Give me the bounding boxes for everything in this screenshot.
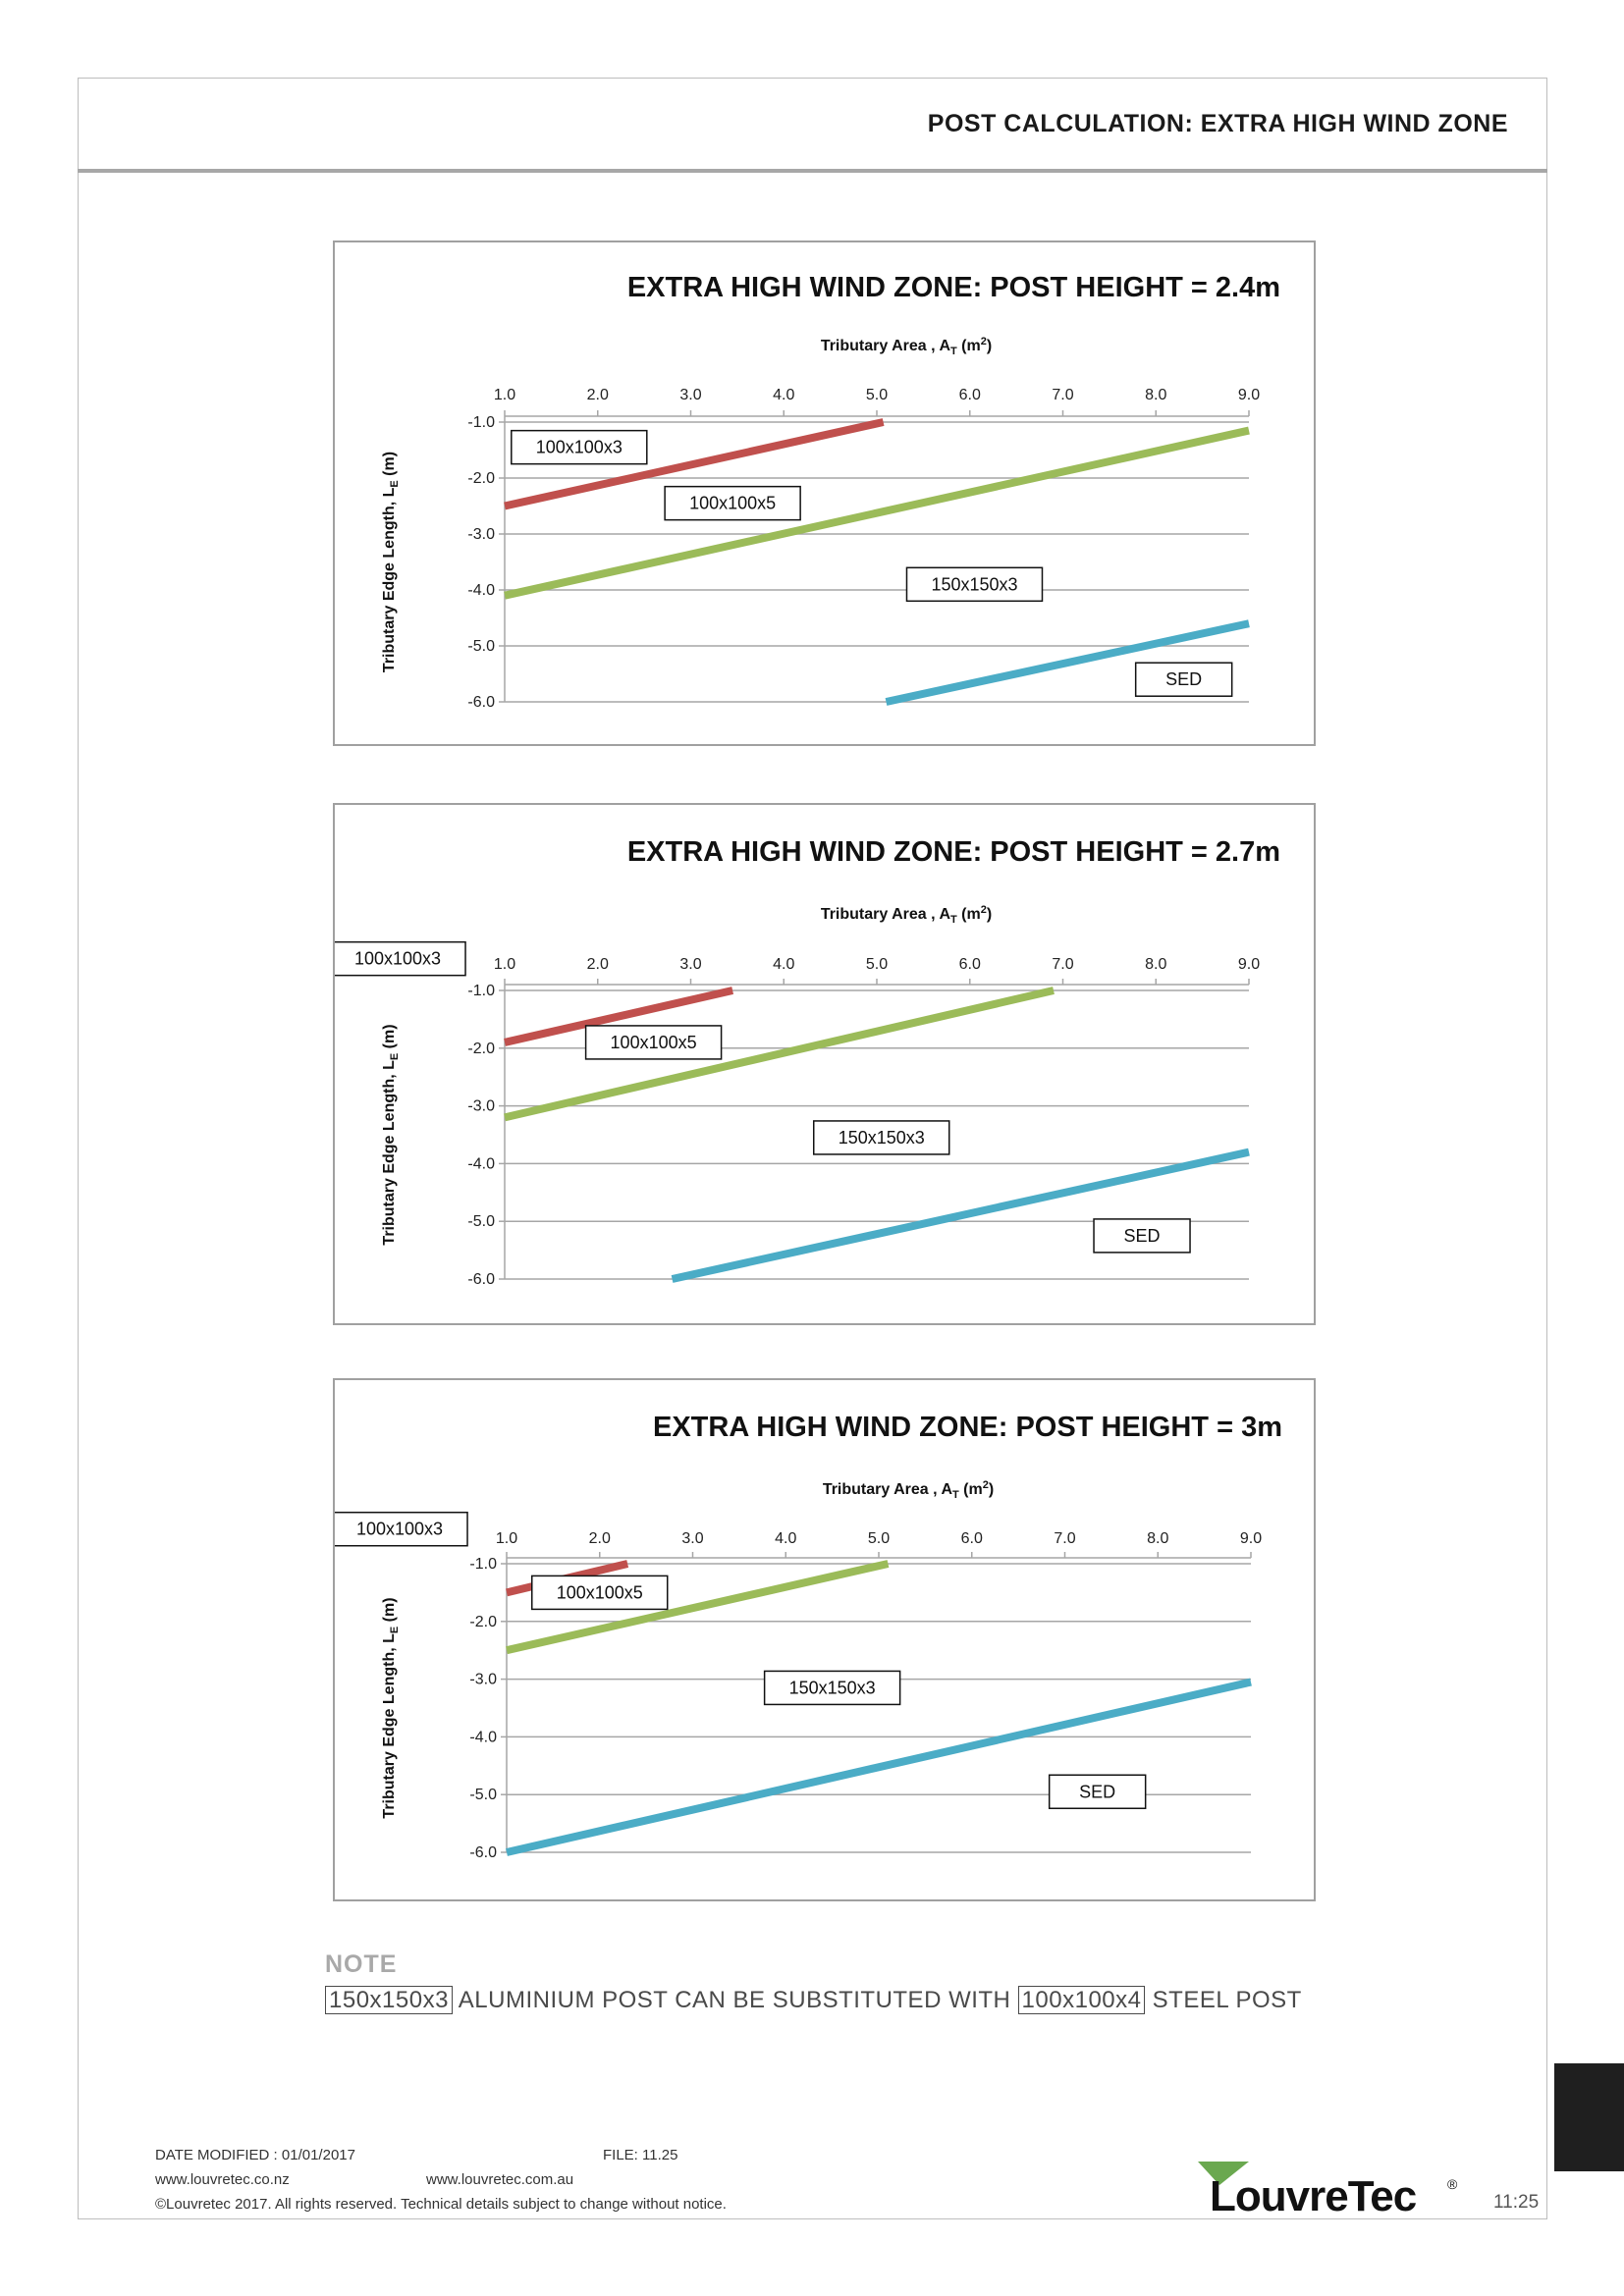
x-tick-label: 8.0 — [1147, 1530, 1169, 1547]
x-tick-label: 5.0 — [865, 387, 889, 403]
y-tick-label: -2.0 — [469, 1613, 497, 1630]
y-tick-label: -1.0 — [469, 1556, 497, 1573]
x-tick-label: 4.0 — [775, 1530, 797, 1547]
x-tick-label: 2.0 — [588, 1530, 611, 1547]
y-tick-label: -1.0 — [467, 983, 495, 999]
chart-post-height-3 — [333, 1378, 1316, 1901]
y-tick-label: -2.0 — [467, 1040, 495, 1057]
x-tick-label: 4.0 — [773, 387, 795, 403]
y-tick-label: -1.0 — [467, 414, 495, 431]
y-tick-label: -3.0 — [469, 1671, 497, 1688]
x-tick-label: 7.0 — [1052, 956, 1074, 973]
y-tick-label: -5.0 — [467, 1213, 495, 1231]
x-tick-label: 3.0 — [679, 387, 702, 403]
x-tick-label: 8.0 — [1145, 956, 1167, 973]
y-tick-label: -5.0 — [469, 1787, 497, 1804]
annotation-label: SED — [1165, 669, 1203, 690]
footer-copyright: ©Louvretec 2017. All rights reserved. Technical details subject to change without notice. — [155, 2196, 727, 2213]
x-axis-label-sub: T — [950, 346, 957, 357]
y-axis-label-unit: (m) — [381, 1597, 398, 1627]
y-axis-label-unit: (m) — [381, 1024, 398, 1053]
annotation-label: 150x150x3 — [931, 574, 1018, 595]
y-tick-label: -5.0 — [467, 638, 495, 655]
y-axis-label — [381, 452, 401, 672]
x-axis-label-sub: T — [950, 914, 957, 926]
annotation-label: 100x100x3 — [535, 437, 623, 457]
x-tick-label: 5.0 — [867, 1530, 891, 1547]
x-axis-label-end: ) — [986, 906, 993, 923]
x-tick-label: 9.0 — [1237, 956, 1261, 973]
x-tick-label: 8.0 — [1145, 387, 1167, 403]
x-axis-label-sup: 2 — [980, 904, 987, 916]
annotation-label: 100x100x5 — [556, 1582, 643, 1603]
y-axis-label-main: Tributary Edge Length, L — [381, 1060, 398, 1246]
y-axis-label — [381, 1024, 401, 1245]
y-axis-label-sub: E — [389, 1052, 401, 1061]
y-tick-label: -6.0 — [467, 694, 495, 711]
note-box-steel: 100x100x4 — [1018, 1986, 1146, 2014]
annotation-label: 100x100x3 — [353, 948, 442, 969]
x-tick-label: 7.0 — [1054, 1530, 1076, 1547]
note-text — [325, 1987, 1302, 2014]
footer-url-nz[interactable]: www.louvretec.co.nz — [155, 2171, 290, 2188]
x-tick-label: 2.0 — [586, 387, 609, 403]
y-axis-label-main: Tributary Edge Length, L — [381, 487, 398, 673]
x-tick-label: 7.0 — [1052, 387, 1074, 403]
x-axis-label-unit: (m — [958, 1481, 983, 1498]
x-tick-label: 1.0 — [493, 387, 516, 403]
x-tick-label: 3.0 — [679, 956, 702, 973]
x-axis-label-main: Tributary Area , A — [822, 1481, 952, 1498]
y-tick-label: -4.0 — [467, 582, 495, 599]
note-heading: NOTE — [325, 1950, 398, 1978]
x-axis-label-unit: (m — [956, 338, 981, 354]
chart-title: EXTRA HIGH WIND ZONE: POST HEIGHT = 2.4m — [626, 272, 1280, 303]
chart-svg — [335, 242, 1314, 744]
x-tick-label: 2.0 — [586, 956, 609, 973]
footer-date: DATE MODIFIED : 01/01/2017 — [155, 2147, 355, 2163]
note-text-end: STEEL POST — [1145, 1987, 1302, 2013]
y-tick-label: -4.0 — [467, 1155, 495, 1173]
x-axis-label — [821, 336, 992, 357]
x-tick-label: 1.0 — [495, 1530, 518, 1547]
note-text-middle: ALUMINIUM POST CAN BE SUBSTITUTED WITH — [452, 1987, 1018, 2013]
annotation-label: SED — [1123, 1225, 1161, 1246]
chart-title: EXTRA HIGH WIND ZONE: POST HEIGHT = 3m — [652, 1412, 1282, 1443]
y-axis-label-unit: (m) — [381, 451, 398, 481]
y-tick-label: -6.0 — [469, 1844, 497, 1861]
x-tick-label: 1.0 — [493, 956, 516, 973]
x-tick-label: 4.0 — [773, 956, 795, 973]
x-axis-label — [821, 904, 992, 926]
x-tick-label: 9.0 — [1237, 387, 1261, 403]
x-axis-label-end: ) — [988, 1481, 995, 1498]
section-tab — [1554, 2063, 1624, 2171]
annotation-label: 100x100x5 — [689, 493, 777, 513]
x-tick-label: 6.0 — [958, 956, 981, 973]
page-title: POST CALCULATION: EXTRA HIGH WIND ZONE — [927, 110, 1508, 137]
footer-url-au[interactable]: www.louvretec.com.au — [426, 2171, 574, 2188]
logo-registered-mark: ® — [1447, 2176, 1458, 2192]
annotation-label: 150x150x3 — [788, 1678, 876, 1698]
chart-post-height-2-7 — [333, 803, 1316, 1325]
y-tick-label: -3.0 — [467, 526, 495, 543]
chart-post-height-2-4 — [333, 240, 1316, 746]
header-divider — [78, 169, 1547, 173]
x-axis-label-sub: T — [952, 1489, 959, 1501]
x-tick-label: 6.0 — [958, 387, 981, 403]
y-axis-label-sub: E — [389, 480, 401, 488]
y-tick-label: -4.0 — [469, 1729, 497, 1746]
x-axis-label-main: Tributary Area , A — [820, 338, 950, 354]
logo-wordmark: LouvreTec — [1210, 2172, 1417, 2218]
annotation-label: 100x100x5 — [610, 1032, 697, 1052]
y-axis-label — [381, 1597, 401, 1818]
chart-svg — [335, 1380, 1314, 1899]
annotation-label: 150x150x3 — [838, 1127, 925, 1148]
y-axis-label-sub: E — [389, 1626, 401, 1634]
chart-title: EXTRA HIGH WIND ZONE: POST HEIGHT = 2.7m — [626, 836, 1280, 868]
annotation-label: SED — [1079, 1782, 1116, 1802]
x-tick-label: 3.0 — [681, 1530, 704, 1547]
page-number: 11:25 — [1493, 2192, 1540, 2213]
chart-svg — [335, 805, 1314, 1323]
x-tick-label: 5.0 — [865, 956, 889, 973]
annotation-label: 100x100x3 — [355, 1519, 444, 1539]
x-axis-label-main: Tributary Area , A — [820, 906, 950, 923]
x-tick-label: 9.0 — [1239, 1530, 1263, 1547]
x-axis-label-end: ) — [986, 338, 993, 354]
y-axis-label-main: Tributary Edge Length, L — [381, 1633, 398, 1819]
x-axis-label-sup: 2 — [982, 1479, 989, 1491]
note-box-aluminium: 150x150x3 — [325, 1986, 453, 2014]
louvretec-logo — [1198, 2160, 1463, 2218]
x-axis-label-unit: (m — [956, 906, 981, 923]
x-tick-label: 6.0 — [960, 1530, 983, 1547]
x-axis-label — [823, 1479, 994, 1501]
series-line-3 — [507, 1682, 1251, 1852]
series-line-3 — [673, 1152, 1249, 1279]
y-tick-label: -2.0 — [467, 470, 495, 487]
y-tick-label: -6.0 — [467, 1271, 495, 1288]
footer-file: FILE: 11.25 — [603, 2147, 678, 2163]
y-tick-label: -3.0 — [467, 1097, 495, 1115]
x-axis-label-sup: 2 — [980, 336, 987, 347]
